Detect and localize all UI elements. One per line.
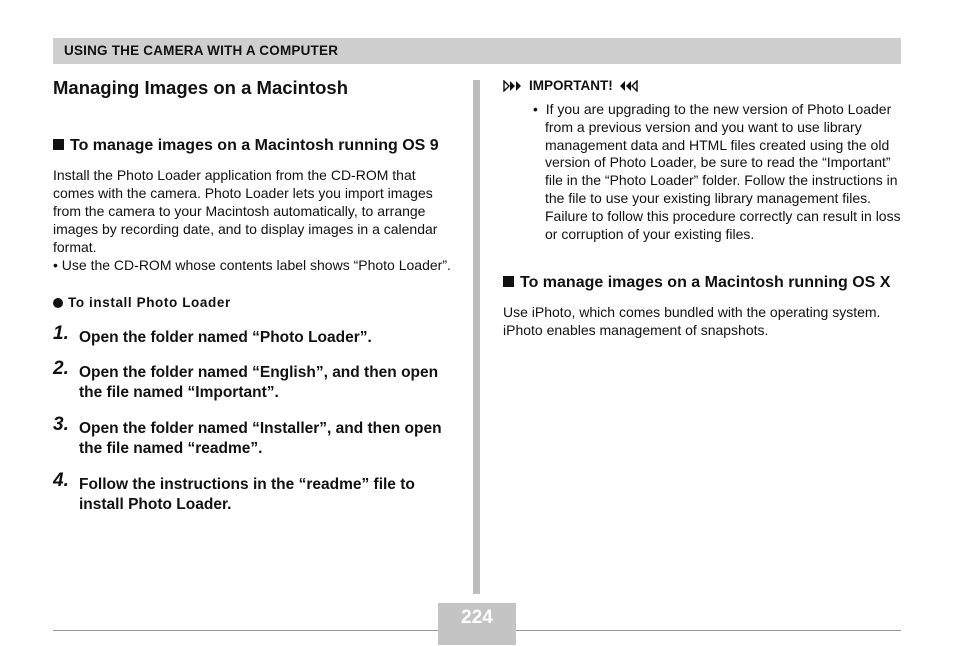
page-number-box (438, 603, 516, 645)
step-2 (53, 358, 458, 403)
step-number: 1. (53, 323, 69, 344)
page-number: 224 (461, 607, 493, 628)
step-4 (53, 470, 458, 515)
header-bar (53, 38, 901, 64)
step-1 (53, 323, 458, 348)
step-text: Open the folder named “English”, and then open the file named “Important”. (79, 364, 439, 401)
bullet-dot-icon: • (53, 257, 62, 273)
step-number: 3. (53, 414, 69, 435)
circle-bullet-icon (53, 298, 63, 308)
bullet-dot-icon: • (533, 101, 546, 117)
step-number: 2. (53, 358, 69, 379)
section-heading-os9: To manage images on a Macintosh running OS 9 (53, 136, 458, 156)
intro-paragraph: Install the Photo Loader application from the CD-ROM that comes with the camera. Photo Loader lets you import images from the camera to your Macintosh automatically, to arrange images by recording date, and to display images in a calendar format. (53, 167, 438, 255)
cdrom-bullet: • Use the CD-ROM whose contents label shows “Photo Loader”. (53, 257, 451, 273)
procedure-label: To install Photo Loader (53, 294, 458, 312)
right-column (503, 78, 903, 339)
page-title: Managing Images on a Macintosh (53, 77, 349, 98)
chapter-title: USING THE CAMERA WITH A COMPUTER (64, 43, 339, 58)
step-text: Open the folder named “Installer”, and then open the file named “readme”. (79, 420, 442, 457)
square-bullet-icon (503, 276, 514, 287)
step-number: 4. (53, 470, 69, 491)
arrows-right-icon (503, 80, 525, 92)
step-text: Follow the instructions in the “readme” file to install Photo Loader. (79, 476, 415, 513)
column-divider (473, 80, 480, 594)
section-heading-osx: To manage images on a Macintosh running OS X (503, 273, 903, 293)
arrows-left-icon (619, 80, 641, 92)
important-label: IMPORTANT! (503, 78, 903, 94)
step-text: Open the folder named “Photo Loader”. (79, 329, 372, 346)
step-3 (53, 414, 458, 459)
square-bullet-icon (53, 139, 64, 150)
important-bullet: • If you are upgrading to the new version of Photo Loader from a previous version and you want to use library management data and HTML files created using the old version of Photo Loader, be sure to read the “Important” file in the “Photo Loader” folder. Follow the instructions in the file to use your existing library management files. Failure to follow this procedure correctly can result in loss or corruption of your existing files. (533, 101, 901, 242)
osx-paragraph: Use iPhoto, which comes bundled with the operating system. iPhoto enables management of snapshots. (503, 304, 881, 339)
left-column (53, 76, 458, 515)
